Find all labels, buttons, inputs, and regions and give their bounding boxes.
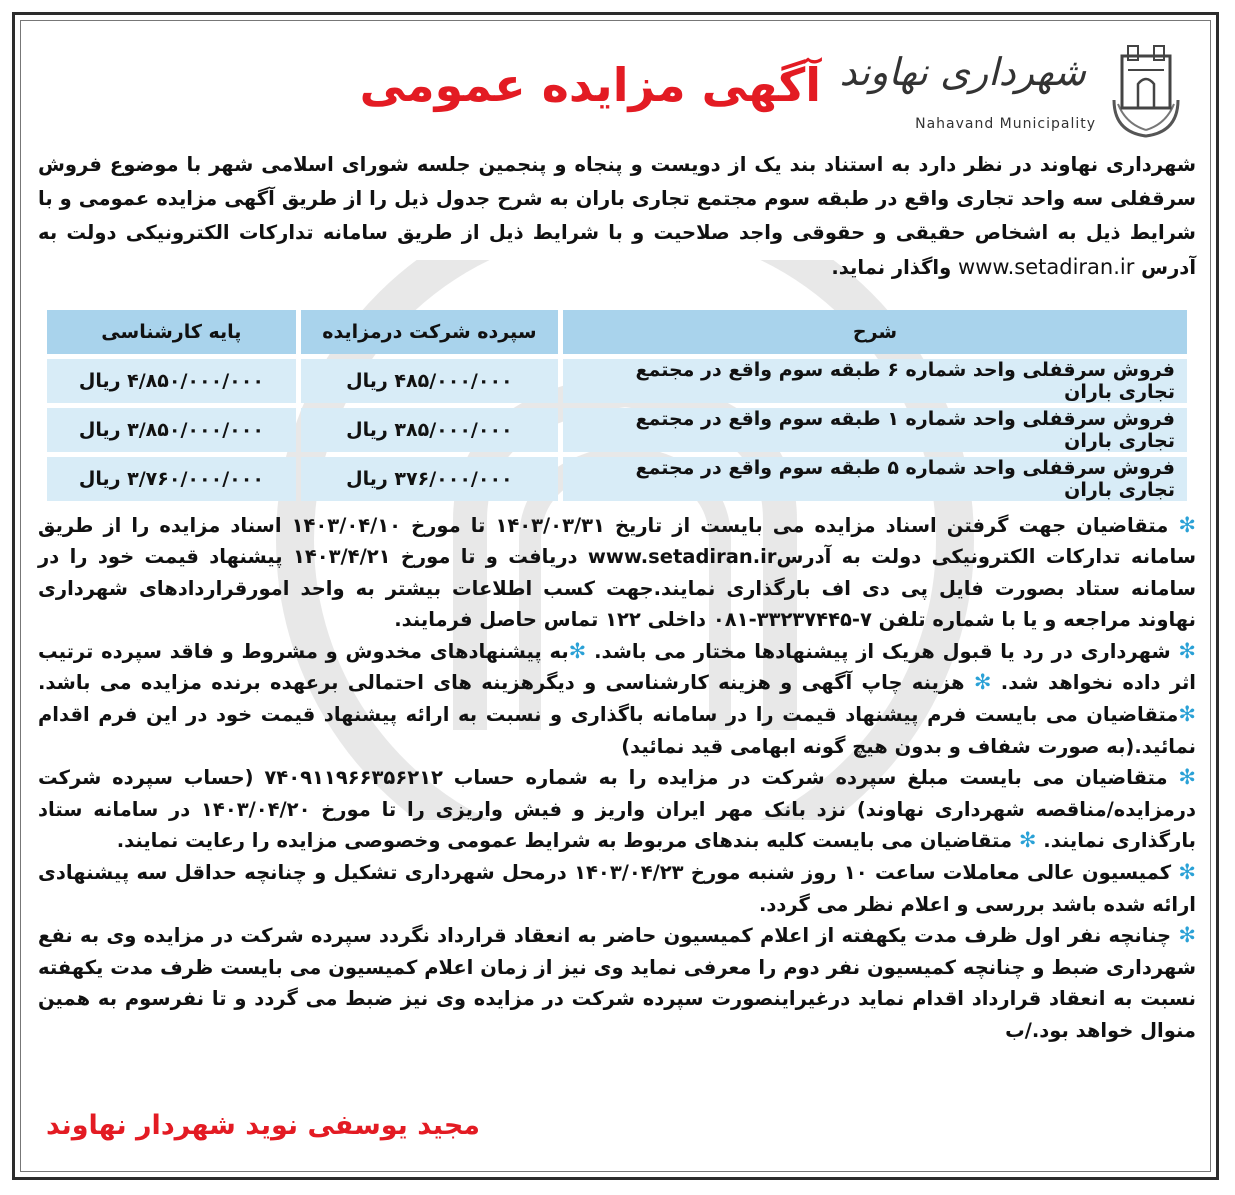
condition-paragraph (38, 636, 1196, 762)
municipality-logo-icon (1106, 40, 1186, 138)
table-row (47, 359, 1187, 403)
condition-text: به پیشنهادهای مخدوش و مشروط و فاقد سپرده ترتیب اثر داده نخواهد شد. (38, 639, 1196, 695)
table-cell: ۳/۸۵۰/۰۰۰/۰۰۰ ریال (47, 408, 296, 452)
condition-text: چنانچه نفر اول ظرف مدت یکهفته از اعلام کمیسیون حاضر به انعقاد قرارداد نگردد سپرده شرکت در مزایده وی به نفع شهرداری ضبط و چنانچه کمیسیون نفر دوم را معرفی نماید وی نیز از زمان اعلام کمیسیون می بایست ظرف مدت یکهفته نسبت به انعقاد قرارداد اقدام نماید درغیراینصورت سپرده شرکت در مزایده وی نیز ضبط می گردد و تا نفرسوم به همین منوال خواهد بود./ب (38, 924, 1196, 1042)
bullet-star-icon: ✻ (1178, 638, 1197, 663)
table-row (47, 457, 1187, 501)
condition-paragraph (38, 762, 1196, 857)
table-cell: ۴/۸۵۰/۰۰۰/۰۰۰ ریال (47, 359, 296, 403)
bullet-star-icon: ✻ (973, 670, 992, 695)
condition-text: متقاضیان می بایست کلیه بندهای مربوط به شرایط عمومی وخصوصی مزایده را رعایت نمایند. (116, 829, 1013, 853)
table-row (47, 408, 1187, 452)
logo-english: Nahavand Municipality (915, 116, 1096, 132)
condition-paragraph (38, 857, 1196, 920)
header (38, 30, 1196, 148)
condition-text: شهرداری در رد یا قبول هریک از پیشنهادها مختار می باشد. (594, 639, 1171, 663)
items-table (42, 305, 1192, 506)
table-cell: فروش سرقفلی واحد شماره ۵ طبقه سوم واقع در مجتمع تجاری باران (563, 457, 1187, 501)
bullet-star-icon: ✻ (568, 638, 587, 663)
table-cell: ۳/۷۶۰/۰۰۰/۰۰۰ ریال (47, 457, 296, 501)
condition-paragraph (38, 510, 1196, 636)
table-header: شرح (563, 310, 1187, 354)
condition-text: هزینه چاپ آگهی و هزینه کارشناسی و دیگرهزینه های احتمالی برعهده برنده مزایده می باشد. (38, 671, 965, 695)
bullet-star-icon: ✻ (1178, 860, 1196, 885)
table-cell: فروش سرقفلی واحد شماره ۱ طبقه سوم واقع در مجتمع تجاری باران (563, 408, 1187, 452)
table-header: سپرده شرکت درمزایده (301, 310, 558, 354)
bullet-star-icon: ✻ (1178, 923, 1196, 948)
intro-paragraph (38, 148, 1196, 285)
table-cell: فروش سرقفلی واحد شماره ۶ طبقه سوم واقع در مجتمع تجاری باران (563, 359, 1187, 403)
bullet-star-icon: ✻ (1018, 828, 1037, 853)
condition-text: متقاضیان می بایست مبلغ سپرده شرکت در مزایده را به شماره حساب ۷۴۰۹۱۱۹۶۶۳۵۶۲۱۲ (حساب سپرده شرکت درمزایده/مناقصه شهرداری نهاوند) نزد بانک مهر ایران واریز و فیش واریزی را تا مورخ ۱۴۰۳/۰۴/۲۰ در سامانه ستاد بارگذاری نمایند. (38, 766, 1197, 853)
signature: مجید یوسفی نوید شهردار نهاوند (46, 1110, 481, 1141)
table-header-row (47, 310, 1187, 354)
bullet-star-icon: ✻ (1178, 512, 1196, 537)
page-title: آگهی مزایده عمومی (359, 58, 821, 112)
logo-title: شهرداری نهاوند (839, 50, 1086, 94)
bullet-star-icon: ✻ (1178, 702, 1196, 727)
announcement (38, 30, 1196, 1047)
condition-paragraph (38, 920, 1196, 1046)
intro-url: www.setadiran.ir (958, 255, 1135, 279)
bullet-star-icon: ✻ (1178, 765, 1196, 790)
condition-text: متقاضیان جهت گرفتن اسناد مزایده می بایست از تاریخ ۱۴۰۳/۰۳/۳۱ تا مورخ ۱۴۰۳/۰۴/۱۰ اسناد مزایده را از طریق سامانه تدارکات الکترونیکی دولت به آدرسwww.setadiran.ir دریافت و تا مورخ ۱۴۰۳/۴/۲۱ پیشنهاد قیمت خود را در سامانه ستاد بصورت فایل پی دی اف بارگذاری نمایند.جهت کسب اطلاعات بیشتر به واحد امورقراردادهای شهرداری نهاوند مراجعه و یا با شماره تلفن ۷-۳۳۲۳۷۴۴۵-۰۸۱ داخلی ۱۲۲ تماس حاصل فرمایند. (38, 513, 1196, 632)
intro-end: واگذار نماید. (831, 256, 952, 279)
table-header: پایه کارشناسی (47, 310, 296, 354)
table-cell: ۳۷۶/۰۰۰/۰۰۰ ریال (301, 457, 558, 501)
intro-text: شهرداری نهاوند در نظر دارد به استناد بند یک از دویست و پنجاه و پنجمین جلسه شورای اسلامی شهر با موضوع فروش سرقفلی سه واحد تجاری واقع در طبقه سوم مجتمع تجاری باران به شرح جدول ذیل را از طریق آگهی مزایده عمومی و با شرایط ذیل به اشخاص حقیقی و حقوقی واجد صلاحیت و با شرایط ذیل از طریق سامانه تدارکات الکترونیکی دولت به آدرس (38, 153, 1196, 279)
table-cell: ۳۸۵/۰۰۰/۰۰۰ ریال (301, 408, 558, 452)
table-cell: ۴۸۵/۰۰۰/۰۰۰ ریال (301, 359, 558, 403)
condition-text: کمیسیون عالی معاملات ساعت ۱۰ روز شنبه مورخ ۱۴۰۳/۰۴/۲۳ درمحل شهرداری تشکیل و چنانچه حداقل سه پیشنهادی ارائه شده باشد بررسی و اعلام نظر می گردد. (38, 861, 1196, 916)
condition-text: متقاضیان می بایست فرم پیشنهاد قیمت را در سامانه باگذاری و نسبت به ارائه پیشنهاد قیمت خود در این فرم اقدام نمائید.(به صورت شفاف و بدون هیچ گونه ابهامی قید نمائید) (38, 703, 1196, 758)
